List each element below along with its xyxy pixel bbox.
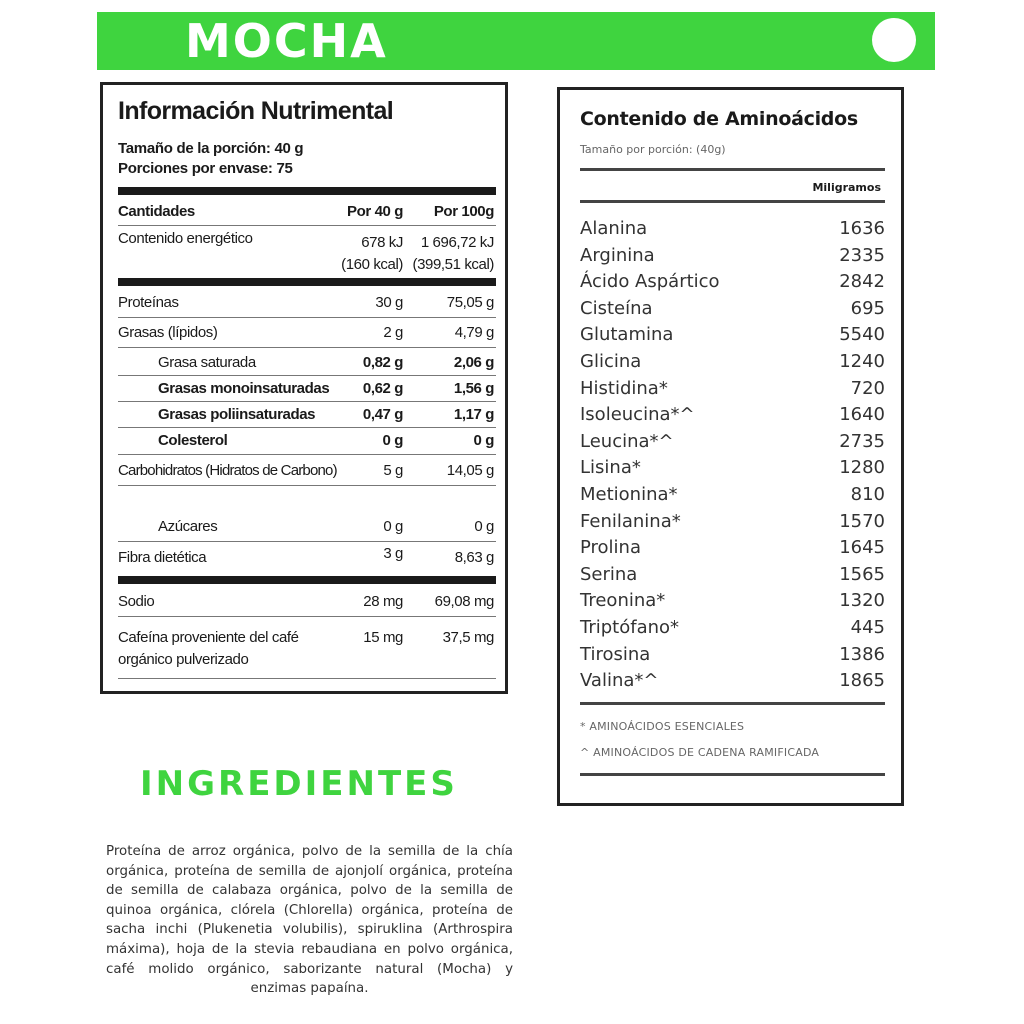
divider (118, 401, 496, 402)
row-per100: 69,08 mg (434, 593, 494, 610)
divider (118, 678, 496, 679)
row-per40: 5 g (383, 462, 403, 479)
amino-name: Serina (580, 563, 638, 585)
amino-serving: Tamaño por porción: (40g) (580, 143, 726, 156)
amino-value: 2735 (839, 430, 885, 452)
amino-value: 695 (850, 297, 885, 319)
divider-thick (118, 187, 496, 195)
row-per100: 0 g (474, 518, 494, 535)
amino-value: 2335 (839, 244, 885, 266)
row-per40: 30 g (375, 294, 403, 311)
ingredients-text: Proteína de arroz orgánica, polvo de la semilla de la chía orgánica, proteína de semilla de ajonjolí orgánica, proteína de semilla de calabaza orgánica, polvo de la semilla de quinoa orgánica, clórela (Chlorella) orgánica, proteína de sacha inchi (Plukenetia volubilis), spiruklina (Arthrospira máxima), hoja de la stevia rebaudiana en polvo orgánica, café molido orgánico, saborizante natural (Mocha) y enzimas papaína. (106, 844, 513, 997)
divider-thick (580, 702, 885, 705)
caffeine-label-line1: Cafeína proveniente del café (118, 629, 299, 646)
amino-name: Histidina* (580, 377, 668, 399)
amino-name: Lisina* (580, 457, 641, 479)
row-per40: 0,47 g (362, 406, 403, 423)
divider (118, 427, 496, 428)
amino-value: 1645 (839, 537, 885, 559)
amino-value: 1240 (839, 351, 885, 372)
amino-name: Ácido Aspártico (580, 271, 720, 293)
amino-name: Cisteína (580, 297, 653, 319)
amino-value: 445 (850, 617, 885, 638)
divider (118, 225, 496, 226)
row-per100: 4,79 g (454, 324, 494, 341)
amino-name: Glicina (580, 351, 642, 372)
amino-value: 1865 (839, 670, 885, 692)
energy-kj-per40: 678 kJ (361, 234, 403, 251)
row-per100: 1,56 g (453, 380, 494, 397)
amino-value: 720 (850, 377, 885, 399)
amino-value: 1386 (839, 643, 885, 665)
amino-name: Alanina (580, 218, 648, 239)
header-col-per40: Por 40 g (347, 203, 403, 220)
amino-name: Glutamina (580, 324, 674, 346)
amino-value: 810 (850, 484, 885, 505)
divider-thick (118, 576, 496, 584)
row-label: Azúcares (158, 518, 218, 535)
row-per100: 1,17 g (453, 406, 494, 423)
row-label: Colesterol (158, 432, 228, 449)
row-label: Carbohidratos (Hidratos de Carbono) (118, 462, 337, 479)
title-banner (97, 12, 935, 70)
amino-value: 1280 (839, 457, 885, 479)
amino-title: Contenido de Aminoácidos (580, 108, 858, 130)
amino-value: 1320 (839, 590, 885, 612)
row-label: Proteínas (118, 294, 179, 311)
footnote-essential: * AMINOÁCIDOS ESENCIALES (580, 720, 745, 733)
header-col-per100: Por 100g (433, 203, 494, 220)
row-per100: 75,05 g (446, 294, 494, 311)
energy-kcal-per100: (399,51 kcal) (412, 256, 494, 273)
row-per40: 2 g (383, 324, 403, 341)
row-label: Grasa saturada (158, 354, 256, 371)
caffeine-label-line2: orgánico pulverizado (118, 651, 249, 668)
servings-per-container: Porciones por envase: 75 (118, 160, 293, 177)
divider (118, 454, 496, 455)
row-label: Fibra dietética (118, 549, 207, 566)
amino-name: Arginina (580, 244, 655, 266)
amino-value: 1636 (839, 218, 885, 239)
amino-unit-header: Miligramos (812, 181, 881, 194)
divider (118, 485, 496, 486)
serving-size: Tamaño de la porción: 40 g (118, 140, 304, 157)
row-label: Grasas (lípidos) (118, 324, 218, 341)
amino-value: 2842 (839, 271, 885, 293)
amino-value: 1640 (839, 404, 885, 426)
row-per40: 0,82 g (362, 354, 403, 371)
row-per40: 0,62 g (362, 380, 403, 397)
divider (118, 375, 496, 376)
caffeine-per40: 15 mg (363, 629, 403, 646)
amino-value: 1570 (839, 510, 885, 532)
amino-name: Triptófano* (580, 617, 680, 638)
row-per100: 8,63 g (454, 549, 494, 566)
caffeine-per100: 37,5 mg (442, 629, 494, 646)
footnote-branched: ^ AMINOÁCIDOS DE CADENA RAMIFICADA (580, 746, 820, 759)
row-per40: 0 g (382, 432, 403, 449)
amino-name: Tirosina (580, 643, 651, 665)
energy-kj-per100: 1 696,72 kJ (420, 234, 494, 251)
row-per40: 0 g (383, 518, 403, 535)
divider-thick (118, 278, 496, 286)
energy-row (118, 230, 496, 274)
amino-name: Fenilanina* (580, 510, 681, 532)
divider (118, 347, 496, 348)
amino-name: Isoleucina*^ (580, 404, 695, 426)
nutrition-facts-panel (100, 82, 508, 694)
amino-value: 1565 (839, 563, 885, 585)
divider-thick (580, 168, 885, 171)
energy-kcal-per40: (160 kcal) (341, 256, 403, 273)
header-label: Cantidades (118, 203, 195, 220)
row-label: Sodio (118, 593, 155, 610)
amino-value: 5540 (839, 324, 885, 346)
product-title: MOCHA (185, 14, 388, 68)
row-label: Grasas poliinsaturadas (158, 406, 316, 423)
caffeine-row (118, 629, 496, 673)
row-per100: 0 g (473, 432, 494, 449)
energy-label: Contenido energético (118, 230, 253, 247)
nutrition-title: Información Nutrimental (118, 97, 394, 125)
amino-name: Prolina (580, 537, 641, 559)
amino-name: Leucina*^ (580, 430, 674, 452)
banner-circle-icon (872, 18, 916, 62)
divider (118, 317, 496, 318)
amino-acids-panel (557, 87, 904, 806)
divider-thick (580, 200, 885, 203)
row-per40: 3 g (383, 545, 403, 562)
ingredients-title: INGREDIENTES (140, 764, 458, 804)
amino-name: Metionina* (580, 484, 678, 505)
row-per100: 14,05 g (446, 462, 494, 479)
amino-name: Treonina* (580, 590, 666, 612)
amino-name: Valina*^ (580, 670, 659, 692)
row-label: Grasas monoinsaturadas (158, 380, 330, 397)
divider-thick (580, 773, 885, 776)
row-per40: 28 mg (363, 593, 403, 610)
divider (118, 541, 496, 542)
row-per100: 2,06 g (453, 354, 494, 371)
divider (118, 616, 496, 617)
